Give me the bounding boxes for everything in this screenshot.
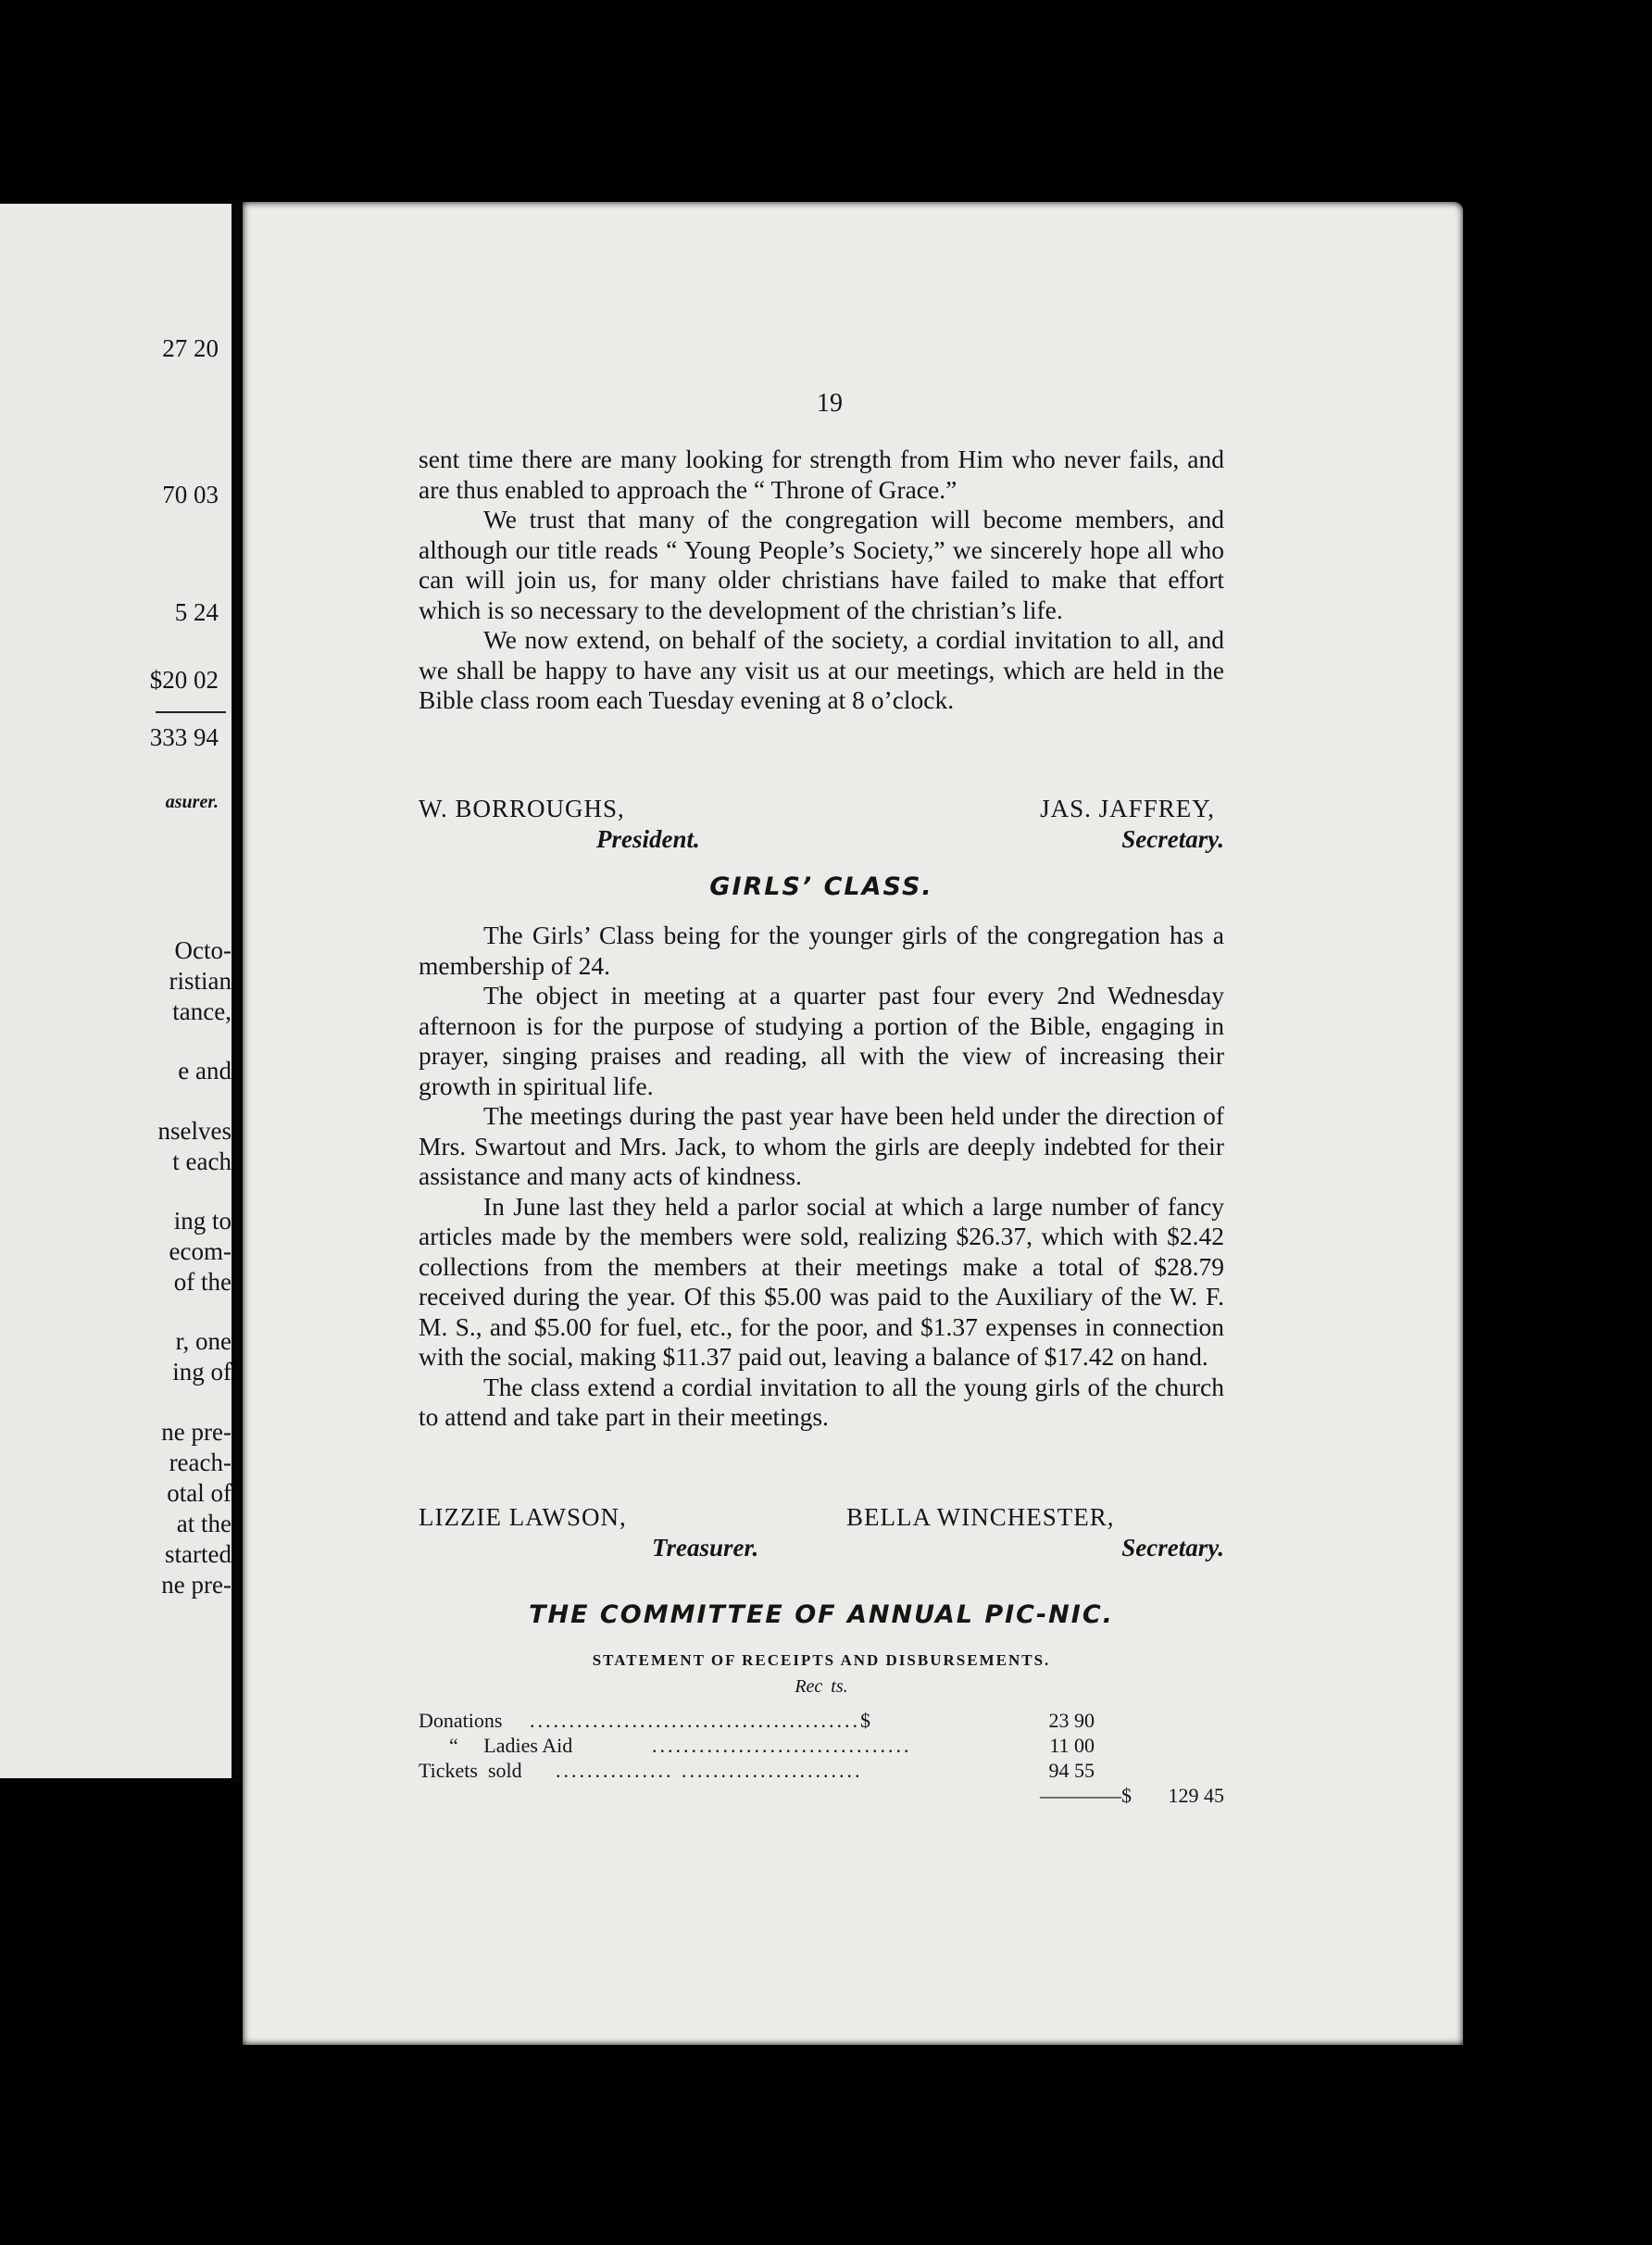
girls-class-signatures — [419, 1503, 1224, 1568]
left-page-fragment: nselves — [157, 1117, 232, 1145]
left-page-fragment: t each — [172, 1148, 232, 1175]
secretary-name: JAS. JAFFREY, — [1040, 795, 1215, 822]
left-page-fragment: ne pre- — [161, 1418, 232, 1446]
ledger-label: “ Ladies Aid — [419, 1734, 573, 1757]
ledger-leader-dots: ............... ....................... — [556, 1759, 863, 1782]
secretary-name: BELLA WINCHESTER, — [846, 1503, 1115, 1531]
ledger-row — [419, 1734, 1224, 1759]
left-page-fragment: of the — [173, 1268, 232, 1296]
book-gutter — [232, 199, 243, 1783]
ledger-row — [419, 1709, 1224, 1734]
left-page-fragment: ing of — [172, 1358, 232, 1386]
president-title: President. — [596, 825, 700, 853]
left-page-fragment: 27 20 — [162, 334, 219, 362]
president-name: W. BORROUGHS, — [419, 795, 625, 822]
left-page-fragment: tance, — [172, 997, 232, 1025]
left-page-fragment: $20 02 — [149, 666, 219, 694]
treasurer-name: LIZZIE LAWSON, — [419, 1503, 627, 1531]
girls-class-text — [419, 921, 1224, 1433]
receipts-heading: Rec ts. — [795, 1676, 848, 1697]
paragraph: We now extend, on behalf of the society, a cordial invitation to all, and we shall be happy to have any visit us at our meetings, which are held in the Bible class room each Tuesday evening at 8 o’clock. — [419, 625, 1224, 714]
ledger-leader-dots: ..........................................$ — [530, 1709, 873, 1732]
society-signatures — [419, 795, 1224, 859]
left-page-fragment: started — [165, 1540, 232, 1568]
secretary-title: Secretary. — [1121, 825, 1224, 853]
receipts-ledger — [419, 1709, 1224, 1809]
left-page-fragment: asurer. — [165, 792, 219, 812]
paragraph: The Girls’ Class being for the younger girls of the congregation has a membership of 24. — [419, 921, 1224, 980]
left-page-fragment: otal of — [167, 1479, 232, 1507]
ledger-row — [419, 1759, 1224, 1784]
left-page-fragment: e and — [178, 1057, 232, 1085]
ledger-label: Tickets sold — [419, 1759, 522, 1782]
left-facing-page — [0, 204, 232, 1778]
paragraph: We trust that many of the congregation will become members, and although our title reads “ Young People’s Society,” we sincerely hope all who can will join us, for many older christians have failed to make that effort which is so necessary to the development of the christian’s life. — [419, 505, 1224, 624]
left-page-fragment: reach- — [169, 1449, 232, 1476]
ledger-amount: 94 55 — [1048, 1759, 1095, 1782]
left-page-fragment: 70 03 — [162, 481, 219, 508]
left-page-fragment: ecom- — [169, 1237, 232, 1265]
ledger-row — [419, 1784, 1224, 1809]
ledger-amount: 11 00 — [1049, 1734, 1095, 1757]
paragraph: The meetings during the past year have been held under the direction of Mrs. Swartout and Mrs. Jack, to whom the girls are deeply indebted for their assistance and many acts of kindness. — [419, 1101, 1224, 1190]
secretary-title: Secretary. — [1121, 1534, 1224, 1561]
girls-class-heading: GIRLS’ CLASS. — [709, 872, 933, 901]
left-page-fragment: r, one — [175, 1327, 232, 1355]
left-page-fragment: ing to — [173, 1207, 232, 1235]
page-number: 19 — [817, 389, 843, 418]
paragraph: sent time there are many looking for strength from Him who never fails, and are thus enabled to approach the “ Throne of Grace.” — [419, 445, 1224, 504]
paragraph: In June last they held a parlor social at which a large number of fancy articles made by the members were sold, realizing $26.37, which with $2.42 collections from the members at their meetings make a total of $28.79 received during the year. Of this $5.00 was paid to the Auxiliary of the W. F. M. S., and $5.00 for fuel, etc., for the poor, and $1.37 expenses in connection with the social, making $11.37 paid out, leaving a balance of $17.42 on hand. — [419, 1191, 1224, 1371]
left-page-fragment: 5 24 — [174, 598, 219, 626]
ledger-label: Donations — [419, 1709, 503, 1732]
left-page-fragment: 333 94 — [149, 723, 219, 751]
ledger-amount: 23 90 — [1048, 1709, 1095, 1732]
picnic-committee-heading: THE COMMITTEE OF ANNUAL PIC-NIC. — [529, 1600, 1114, 1629]
ledger-leader-dots: ................................. — [652, 1734, 912, 1757]
ledger-total: 129 45 — [1168, 1784, 1224, 1807]
left-page-rule — [156, 711, 226, 713]
page — [243, 202, 1463, 2045]
statement-heading: STATEMENT OF RECEIPTS AND DISBURSEMENTS. — [592, 1651, 1051, 1669]
left-page-fragment: at the — [176, 1510, 232, 1537]
paragraph: The class extend a cordial invitation to all the young girls of the church to attend and take part in their meetings. — [419, 1372, 1224, 1431]
intro-text — [419, 445, 1224, 716]
ledger-amount: ————$ — [1040, 1784, 1132, 1807]
left-page-fragment: ristian — [169, 967, 232, 995]
treasurer-title: Treasurer. — [652, 1534, 759, 1561]
paragraph: The object in meeting at a quarter past four every 2nd Wednesday afternoon is for the purpose of studying a portion of the Bible, engaging in prayer, singing praises and reading, all with the view of increasing their growth in spiritual life. — [419, 981, 1224, 1100]
left-page-fragment: Octo- — [174, 936, 232, 964]
left-page-fragment: ne pre- — [161, 1571, 232, 1599]
